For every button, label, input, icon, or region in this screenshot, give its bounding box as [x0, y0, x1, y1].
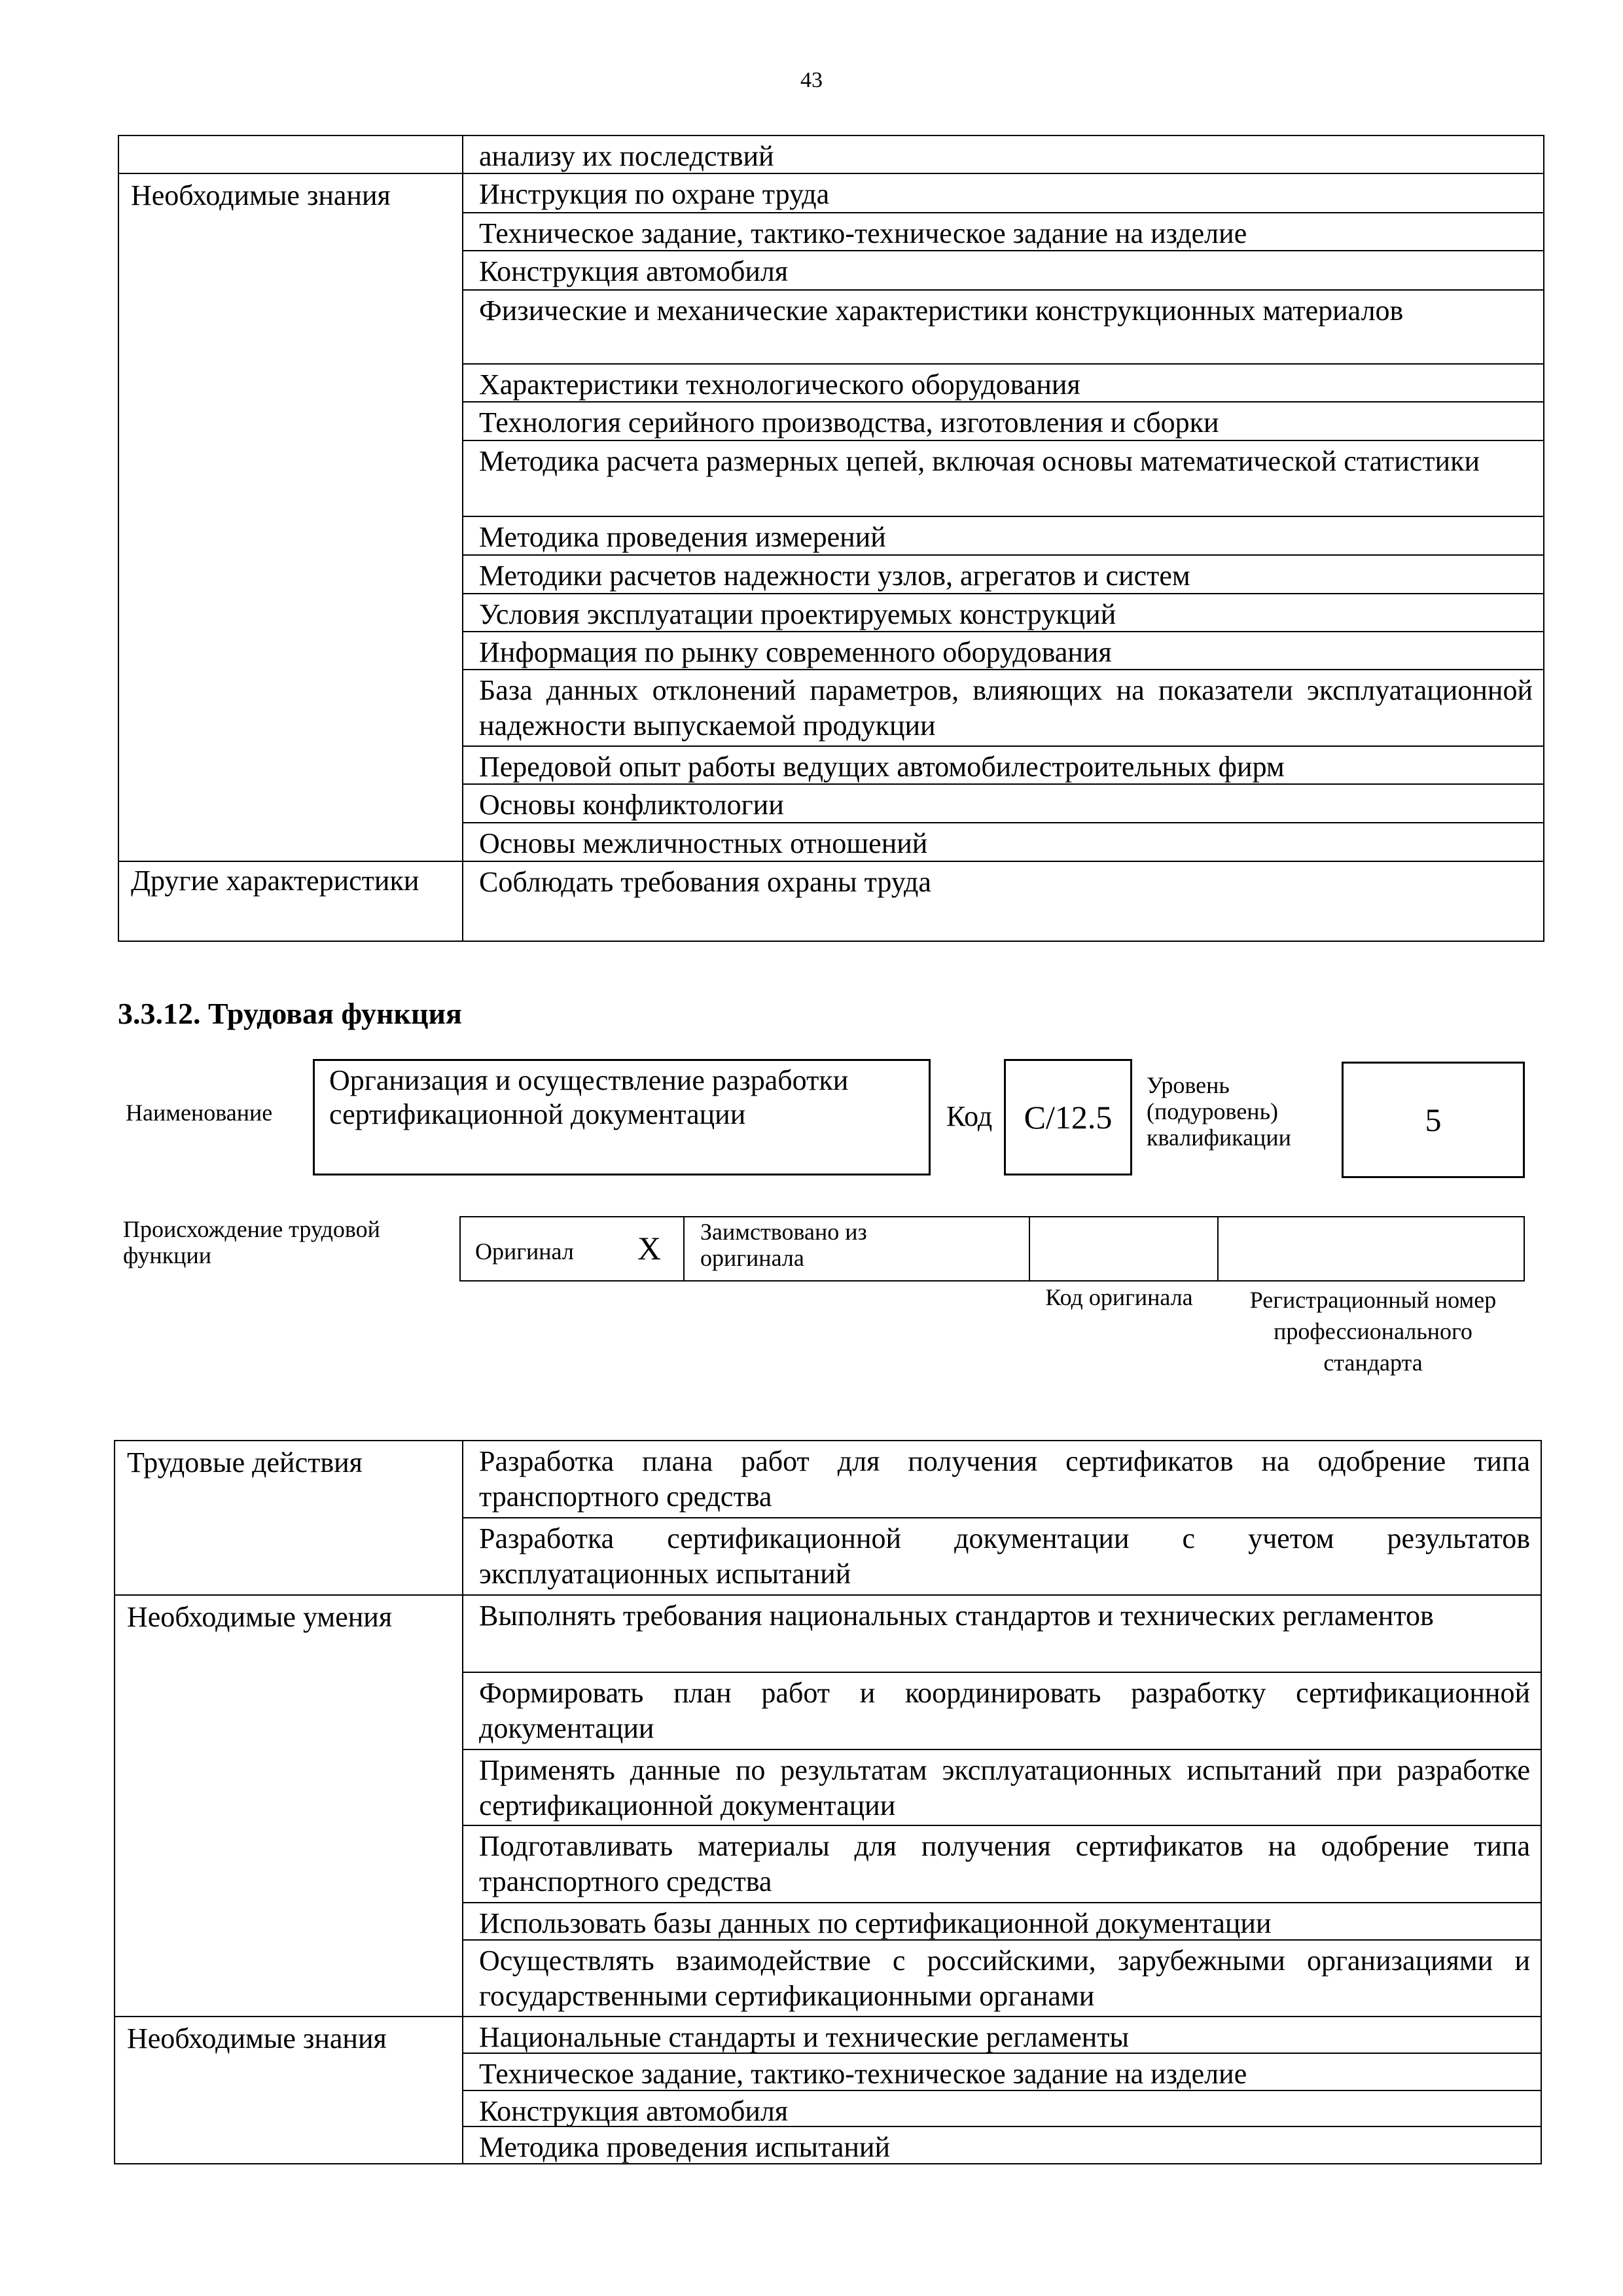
actions-label: Трудовые действия — [115, 1441, 463, 1595]
list-item: Методика проведения испытаний — [479, 2131, 891, 2163]
list-item: Разработка плана работ для получения сертификатов на одобрение типа транспортного средства — [463, 1441, 1541, 1518]
name-label: Наименование — [126, 1100, 273, 1126]
knowledge-list — [463, 174, 1543, 861]
list-item: Формировать план работ и координировать разработку сертификационной документации — [463, 1673, 1541, 1750]
divider — [1029, 1217, 1030, 1280]
level-label: Уровень (подуровень) квалификации — [1147, 1072, 1291, 1151]
divider — [1217, 1217, 1219, 1280]
code-value: C/12.5 — [1004, 1059, 1132, 1175]
list-item: База данных отклонений параметров, влияющих на показатели эксплуатационной надежности выпускаемой продукции — [463, 670, 1543, 747]
section-heading: 3.3.12. Трудовая функция — [118, 997, 462, 1030]
list-item: Передовой опыт работы ведущих автомобилестроительных фирм — [463, 747, 1543, 785]
origin-label: Происхождение трудовой функции — [123, 1216, 380, 1268]
function-name: Организация и осуществление разработки сертификационной документации — [329, 1064, 849, 1130]
continuation-text: анализу их последствий — [479, 140, 774, 172]
function-table — [114, 1440, 1542, 2164]
list-item: Использовать базы данных по сертификационной документации — [463, 1903, 1541, 1941]
list-item: Техническое задание, тактико-техническое задание на изделие — [463, 213, 1543, 251]
page-number: 43 — [800, 68, 823, 92]
level-value: 5 — [1342, 1062, 1525, 1178]
list-item: Национальные стандарты и технические регламенты — [463, 2017, 1541, 2054]
list-item: Подготавливать материалы для получения сертификатов на одобрение типа транспортного средства — [463, 1826, 1541, 1903]
list-item: Конструкция автомобиля — [463, 251, 1543, 291]
list-item: Информация по рынку современного оборудования — [463, 632, 1543, 670]
code-caption: Код оригинала — [1045, 1284, 1193, 1310]
list-item: Основы межличностных отношений — [479, 827, 928, 859]
list-item: Инструкция по охране труда — [463, 174, 1543, 213]
original-label: Оригинал — [475, 1238, 574, 1265]
list-item: Условия эксплуатации проектируемых конструкций — [463, 594, 1543, 632]
original-mark: X — [637, 1230, 662, 1266]
list-item: Методики расчетов надежности узлов, агрегатов и систем — [463, 556, 1543, 594]
code-label: Код — [946, 1100, 993, 1132]
list-item: Применять данные по результатам эксплуатационных испытаний при разработке сертификационной документации — [463, 1750, 1541, 1826]
list-item: Характеристики технологического оборудования — [463, 365, 1543, 403]
divider — [683, 1217, 685, 1280]
function-name-box — [313, 1059, 931, 1175]
list-item: Методика проведения измерений — [463, 517, 1543, 556]
list-item: Физические и механические характеристики конструкционных материалов — [463, 291, 1543, 365]
list-item: Конструкция автомобиля — [463, 2091, 1541, 2127]
list-item: Технология серийного производства, изготовления и сборки — [463, 403, 1543, 441]
origin-box — [459, 1216, 1525, 1282]
borrowed-label: Заимствовано из оригинала — [700, 1219, 867, 1271]
list-item: Осуществлять взаимодействие с российскими, зарубежными организациями и государственными сертификационными органами — [479, 1945, 1530, 2012]
list-item: Выполнять требования национальных стандартов и технических регламентов — [463, 1596, 1541, 1673]
skills-label: Необходимые умения — [115, 1595, 463, 2017]
list-item: Разработка сертификационной документации с учетом результатов эксплуатационных испытаний — [479, 1522, 1530, 1590]
other-text: Соблюдать требования охраны труда — [479, 866, 931, 898]
other-label: Другие характеристики — [118, 861, 463, 941]
knowledge-label-2: Необходимые знания — [115, 2017, 463, 2164]
skills-list — [463, 1596, 1541, 2016]
knowledge-table-continued — [118, 135, 1544, 942]
empty-label-cell — [118, 135, 463, 173]
knowledge-label: Необходимые знания — [118, 173, 463, 861]
list-item: Основы конфликтологии — [463, 785, 1543, 823]
actions-list — [463, 1441, 1541, 1594]
list-item: Техническое задание, тактико-техническое задание на изделие — [463, 2054, 1541, 2091]
reg-caption: Регистрационный номер профессионального стандарта — [1249, 1287, 1497, 1376]
list-item: Методика расчета размерных цепей, включая основы математической статистики — [463, 441, 1543, 517]
knowledge-list-2 — [463, 2017, 1541, 2163]
